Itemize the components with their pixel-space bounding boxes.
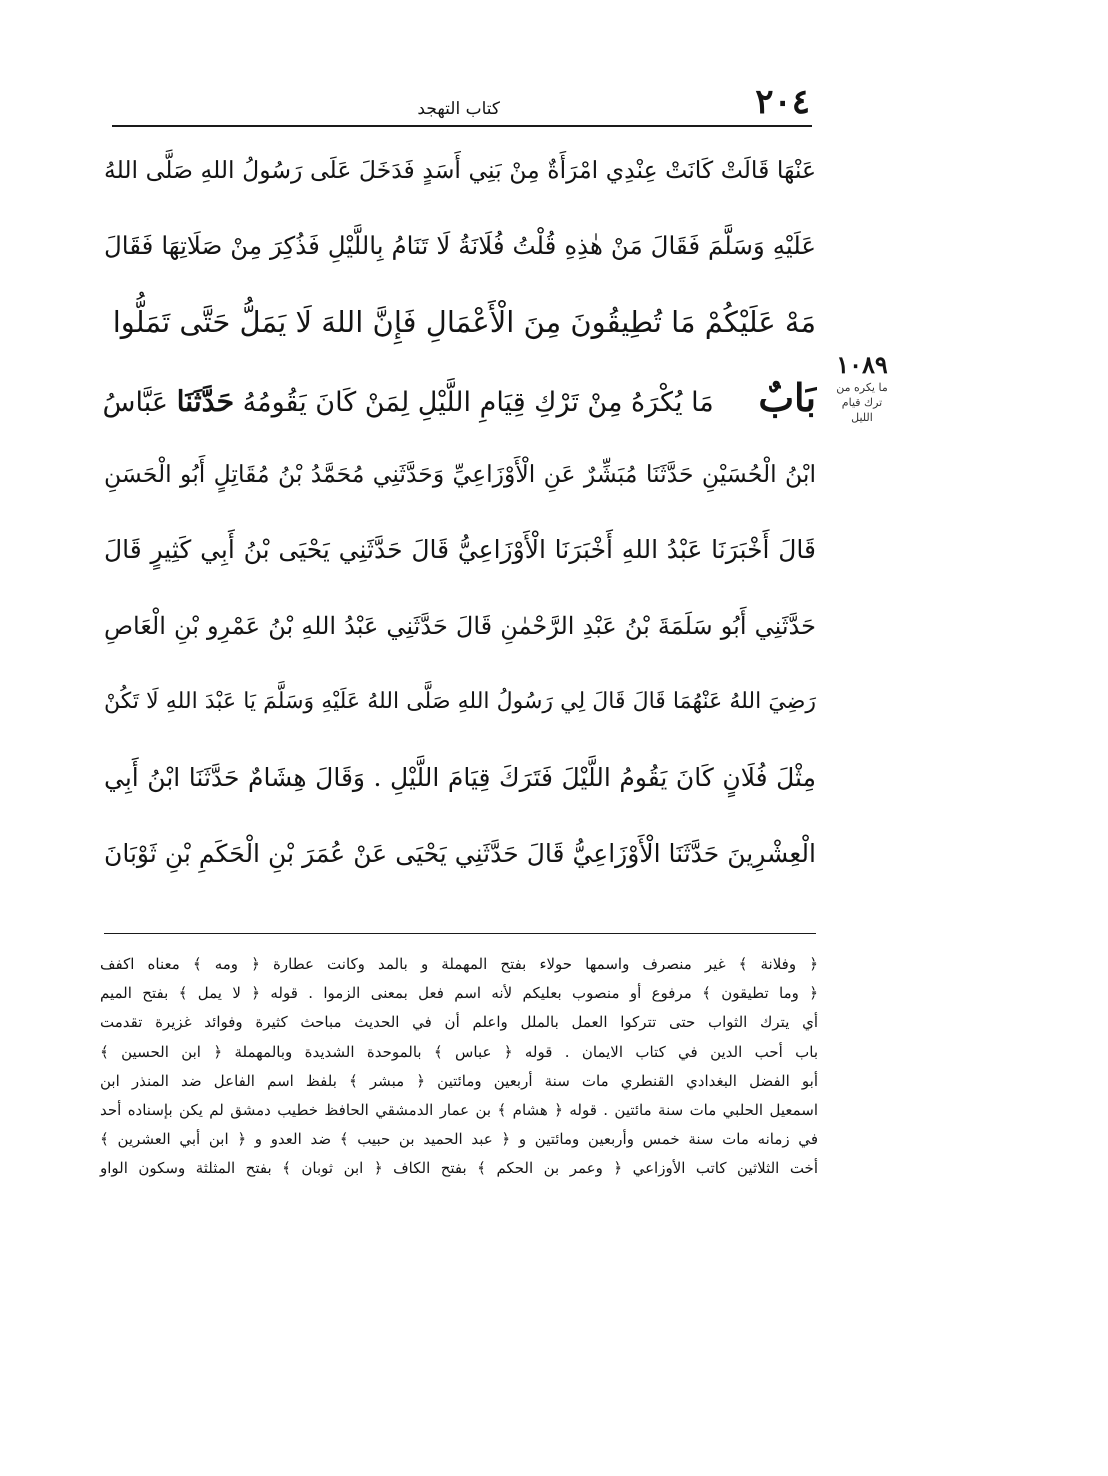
commentary-line: في زمانه مات سنة خمس وأربعين ومائتين و ﴿ عبد الحميد بن حبيب ﴾ ضد العدو و ﴿ ابن أبي العشرين ﴾ [100,1130,818,1149]
header-rule [112,125,812,127]
chapter-line-end: عَبَّاسُ [102,387,168,418]
main-text-line: الْعِشْرِينَ حَدَّثَنَا الْأَوْزَاعِيُّ قَالَ حَدَّثَنِي يَحْيَى عَنْ عُمَرَ بْنِ الْحَكَمِ بْنِ ثَوْبَانَ [104,839,816,868]
haddathana-word: حَدَّثَنَا [176,384,235,418]
chapter-bab-word: بَابٌ [758,376,816,420]
commentary-line: باب أحب الدين في كتاب الايمان . قوله ﴿ عباس ﴾ بالموحدة الشديدة وبالمهملة ﴿ ابن الحسين ﴾ [100,1042,818,1061]
chapter-heading: مَا يُكْرَهُ مِنْ تَرْكِ قِيَامِ اللَّيْلِ لِمَنْ كَانَ يَقُومُهُ [242,387,714,418]
main-text-line: رَضِيَ اللهُ عَنْهُمَا قَالَ قَالَ لِي رَسُولُ اللهِ صَلَّى اللهُ عَلَيْهِ وَسَلَّمَ يَا عَبْدَ اللهِ لَا تَكُنْ [104,689,816,714]
page-header [110,80,810,128]
hadith-number: ١٠٨٩ [836,350,888,379]
margin-heading-line: الليل [851,411,873,424]
page-number: ٢٠٤ [755,82,810,122]
main-text [104,142,816,902]
commentary-line: أخت الثلاثين كاتب الأوزاعي ﴿ وعمر بن الحكم ﴾ بفتح الكاف ﴿ ابن ثوبان ﴾ بفتح المثلثة وسكون الواو [100,1159,818,1178]
main-text-line: عَنْهَا قَالَتْ كَانَتْ عِنْدِي امْرَأَةٌ مِنْ بَنِي أَسَدٍ فَدَخَلَ عَلَى رَسُولُ اللهِ صَلَّى اللهُ [104,156,816,184]
chapter-heading-line [104,370,816,446]
commentary-line: ﴿ وما تطيقون ﴾ مرفوع أو منصوب بعليكم لأنه اسم فعل بمعنى الزموا . قوله ﴿ لا يمل ﴾ بفتح الميم [100,984,818,1003]
commentary-line: أبو الفضل البغدادي القنطري مات سنة أربعين ومائتين ﴿ مبشر ﴾ بلفظ اسم الفاعل ضد المنذر ابن [100,1071,818,1090]
main-text-line: حَدَّثَنِي أَبُو سَلَمَةَ بْنُ عَبْدِ الرَّحْمٰنِ قَالَ حَدَّثَنِي عَبْدُ اللهِ بْنُ عَمْرِو بْنِ الْعَاصِ [104,612,816,640]
commentary [100,950,818,1184]
main-text-line: ابْنُ الْحُسَيْنِ حَدَّثَنَا مُبَشِّرٌ عَنِ الْأَوْزَاعِيِّ وَحَدَّثَنِي مُحَمَّدُ بْنُ مُقَاتِلٍ أَبُو الْحَسَنِ [104,460,816,488]
commentary-line: أي يترك الثواب حتى تتركوا العمل بالملل واعلم أن في الحديث مباحث كثيرة وفوائد غزيرة تقدمت [100,1013,818,1032]
main-text-line: عَلَيْهِ وَسَلَّمَ فَقَالَ مَنْ هٰذِهِ قُلْتُ فُلَانَةُ لَا تَنَامُ بِاللَّيْلِ فَذُكِرَ مِنْ صَلَاتِهَا فَقَالَ [104,231,816,260]
main-text-line: مَهْ عَلَيْكُمْ مَا تُطِيقُونَ مِنَ الْأَعْمَالِ فَإِنَّ اللهَ لَا يَمَلُّ حَتَّى تَمَلُّوا [112,305,816,339]
commentary-line: اسمعيل الحلبي مات سنة مائتين . قوله ﴿ هشام ﴾ بن عمار الدمشقي الحافظ خطيب دمشق لم يكن بإسناده أحد [100,1100,818,1119]
margin-note [822,350,902,425]
main-text-line: مِثْلَ فُلَانٍ كَانَ يَقُومُ اللَّيْلَ فَتَرَكَ قِيَامَ اللَّيْلِ . وَقَالَ هِشَامٌ حَدَّثَنَا ابْنُ أَبِي [104,763,816,792]
main-text-line: قَالَ أَخْبَرَنَا عَبْدُ اللهِ أَخْبَرَنَا الْأَوْزَاعِيُّ قَالَ حَدَّثَنِي يَحْيَى بْنُ أَبِي كَثِيرٍ قَالَ [104,535,816,564]
margin-heading-line: ترك قيام [841,396,883,409]
margin-heading-line: ما يكره من [836,381,888,394]
running-title: كتاب التهجد [417,99,500,119]
commentary-line: ﴿ وفلانة ﴾ غير منصرف واسمها حولاء بفتح المهملة و بالمد وكانت عطارة ﴿ ومه ﴾ معناه اكفف [100,955,818,973]
commentary-rule [104,933,816,934]
